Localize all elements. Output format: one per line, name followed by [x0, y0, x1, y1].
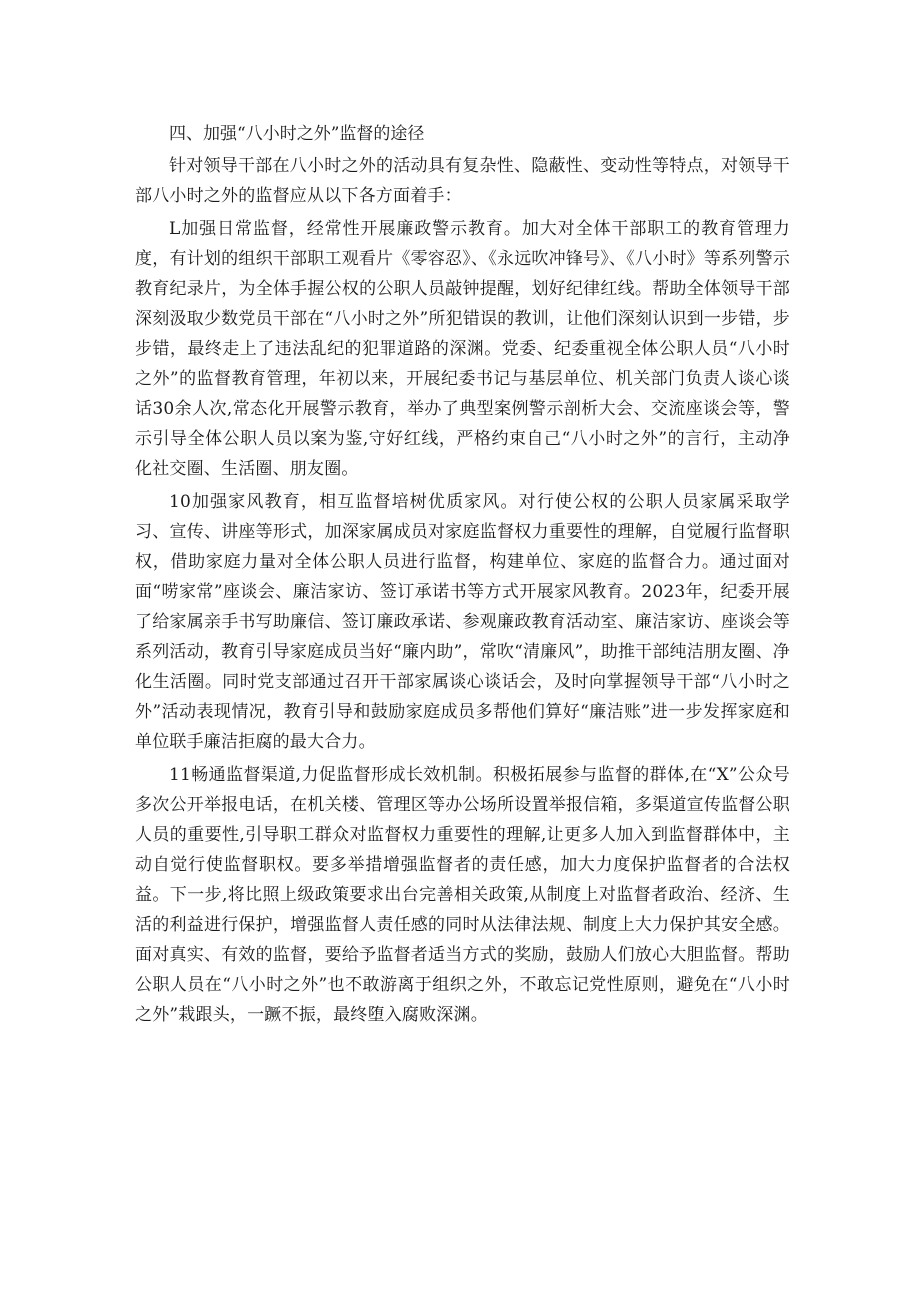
- paragraph-supervision-channels: 11畅通监督渠道,力促监督形成长效机制。积极拓展参与监督的群体,在“X”公众号多次公开举报电话，在机关楼、管理区等办公场所设置举报信箱，多渠道宣传监督公职人员的重要性,引导职工群众对监督权力重要性的理解,让更多人加入到监督群体中，主动自觉行使监督职权。要多举措增强监督者的责任感，加大力度保护监督者的合法权益。下一步,将比照上级政策要求出台完善相关政策,从制度上对监督者政治、经济、生活的利益进行保护，增强监督人责任感的同时从法律法规、制度上大力保护其安全感。面对真实、有效的监督，要给予监督者适当方式的奖励，鼓励人们放心大胆监督。帮助公职人员在“八小时之外”也不敢游离于组织之外，不敢忘记党性原则，避免在“八小时之外”栽跟头，一蹶不振，最终堕入腐败深渊。: [135, 765, 790, 1025]
- intro-paragraph: 针对领导干部在八小时之外的活动具有复杂性、隐蔽性、变动性等特点，对领导干部八小时之外的监督应从以下各方面着手：: [135, 156, 790, 206]
- paragraph-family-education: 10加强家风教育，相互监督培树优质家风。对行使公权的公职人员家属采取学习、宣传、讲座等形式，加深家属成员对家庭监督权力重要性的理解，自觉履行监督职权，借助家庭力量对全体公职人员进行监督，构建单位、家庭的监督合力。通过面对面“唠家常”座谈会、廉洁家访、签订承诺书等方式开展家风教育。2023年，纪委开展了给家属亲手书写助廉信、签订廉政承诺、参观廉政教育活动室、廉洁家访、座谈会等系列活动，教育引导家庭成员当好“廉内助”，常吹“清廉风”，助推干部纯洁朋友圈、净化生活圈。同时党支部通过召开干部家属谈心谈话会，及时向掌握领导干部“八小时之外”活动表现情况，教育引导和鼓励家庭成员多帮他们算好“廉洁账”进一步发挥家庭和单位联手廉洁拒腐的最大合力。: [135, 492, 790, 752]
- document-page: [135, 117, 790, 1033]
- section-heading: 四、加强“八小时之外”监督的途径: [169, 124, 425, 144]
- paragraph-daily-supervision: L加强日常监督，经常性开展廉政警示教育。加大对全体干部职工的教育管理力度，有计划的组织干部职工观看片《零容忍》、《永远吹冲锋号》、《八小时》等系列警示教育纪录片，为全体手握公权的公职人员敲钟提醒，划好纪律红线。帮助全体领导干部深刻汲取少数党员干部在“八小时之外”所犯错误的教训，让他们深刻认识到一步错，步步错，最终走上了违法乱纪的犯罪道路的深渊。党委、纪委重视全体公职人员“八小时之外”的监督教育管理，年初以来，开展纪委书记与基层单位、机关部门负责人谈心谈话30余人次,常态化开展警示教育，举办了典型案例警示剖析大会、交流座谈会等，警示引导全体公职人员以案为鉴,守好红线，严格约束自己“八小时之外”的言行，主动净化社交圈、生活圈、朋友圈。: [135, 219, 790, 479]
